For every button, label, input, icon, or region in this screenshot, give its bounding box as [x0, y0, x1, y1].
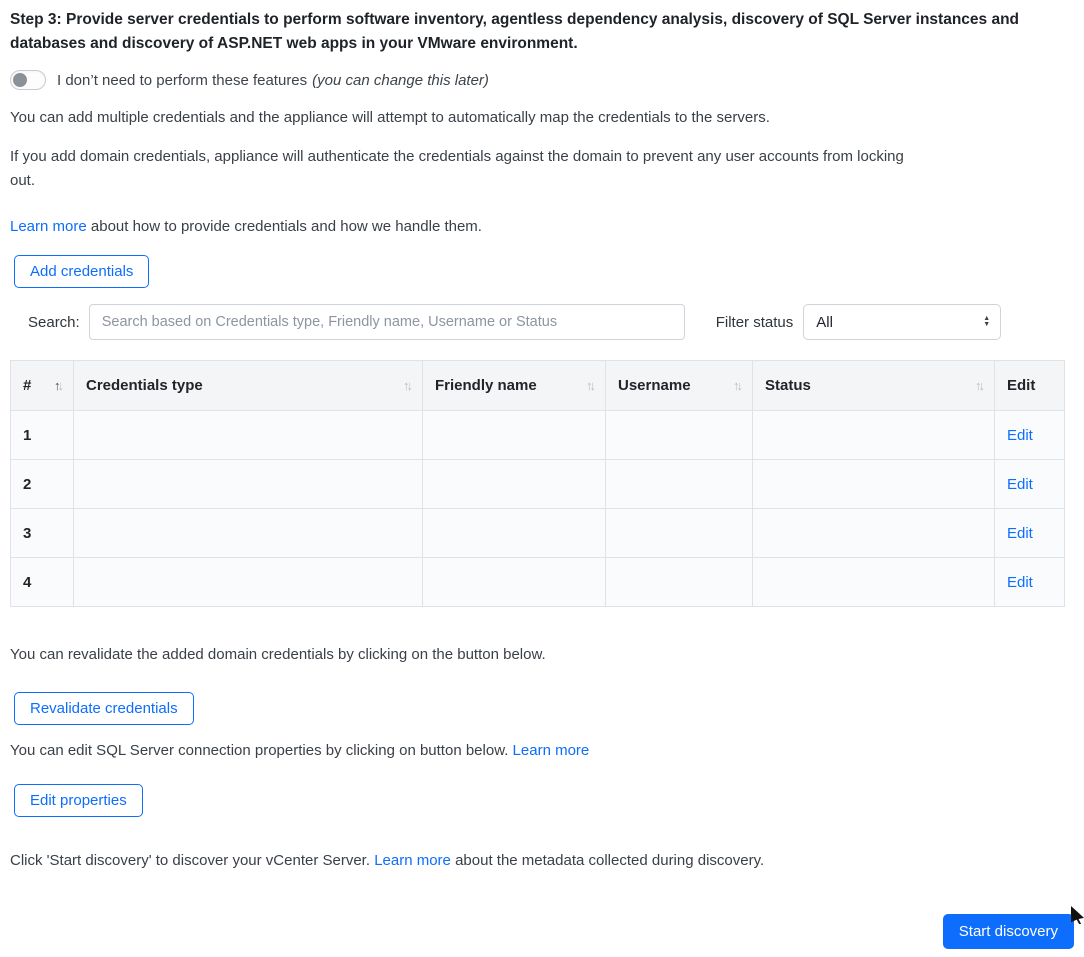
start-discovery-button[interactable]: Start discovery: [943, 914, 1074, 949]
skip-features-toggle[interactable]: [10, 70, 46, 90]
sort-icon: ↑↓: [403, 378, 410, 394]
filter-status-select-wrap: [803, 304, 1001, 340]
credentials-type-cell: [74, 460, 423, 509]
search-input[interactable]: [89, 304, 685, 340]
edit-cell: [995, 411, 1065, 460]
status-cell: [753, 509, 995, 558]
username-cell: [606, 558, 753, 607]
sort-icon: ↑↓: [586, 378, 593, 394]
row-index-cell: 2: [11, 460, 74, 509]
edit-properties-button[interactable]: Edit properties: [14, 784, 143, 817]
credentials-type-cell: [74, 411, 423, 460]
username-cell: [606, 460, 753, 509]
features-toggle-row: [10, 70, 1074, 90]
row-index-cell: 4: [11, 558, 74, 607]
sql-learn-more-link[interactable]: Learn more: [512, 742, 590, 760]
search-label: Search:: [28, 313, 80, 331]
footer-actions: [10, 914, 1074, 949]
status-cell: [753, 460, 995, 509]
column-header-credentials-type[interactable]: Credentials type ↑↓: [74, 361, 423, 411]
row-index-cell: 1: [11, 411, 74, 460]
username-cell: [606, 411, 753, 460]
table-header-row: [11, 361, 1065, 411]
username-cell: [606, 509, 753, 558]
status-cell: [753, 411, 995, 460]
search-filter-row: [10, 304, 1074, 340]
column-header-edit: Edit: [995, 361, 1065, 411]
table-row: [11, 460, 1065, 509]
add-credentials-button[interactable]: Add credentials: [14, 255, 149, 288]
edit-link[interactable]: Edit: [1007, 475, 1033, 493]
credentials-learn-more-link[interactable]: Learn more: [10, 218, 87, 236]
discovery-text-before: Click 'Start discovery' to discover your vCenter Server.: [10, 852, 371, 870]
credentials-table: [10, 360, 1065, 607]
edit-cell: [995, 509, 1065, 558]
credentials-type-cell: [74, 509, 423, 558]
friendly-name-cell: [423, 411, 606, 460]
discovery-instruction-line: [10, 849, 1074, 873]
credentials-learn-more-line: [10, 215, 1074, 239]
multiple-credentials-text: You can add multiple credentials and the appliance will attempt to automatically map the credentials to the servers.: [10, 109, 770, 127]
status-cell: [753, 558, 995, 607]
friendly-name-cell: [423, 460, 606, 509]
column-header-index[interactable]: # ↑↓: [11, 361, 74, 411]
select-caret-icon: ▲ ▼: [983, 315, 991, 329]
filter-status-label: Filter status: [715, 313, 794, 331]
table-row: [11, 509, 1065, 558]
edit-link[interactable]: Edit: [1007, 573, 1033, 591]
edit-link[interactable]: Edit: [1007, 524, 1033, 542]
credentials-type-cell: [74, 558, 423, 607]
column-header-status[interactable]: Status ↑↓: [753, 361, 995, 411]
toggle-label: I don’t need to perform these features: [57, 71, 308, 89]
sort-icon: ↑↓: [733, 378, 740, 394]
sort-icon: ↑↓: [54, 378, 61, 394]
revalidate-credentials-button[interactable]: Revalidate credentials: [14, 692, 194, 725]
table-row: [11, 558, 1065, 607]
edit-cell: [995, 460, 1065, 509]
toggle-note: (you can change this later): [312, 71, 489, 89]
edit-cell: [995, 558, 1065, 607]
friendly-name-cell: [423, 558, 606, 607]
edit-link[interactable]: Edit: [1007, 426, 1033, 444]
discovery-text-after: about the metadata collected during discovery.: [455, 852, 765, 870]
friendly-name-cell: [423, 509, 606, 558]
page-title: Step 3: Provide server credentials to perform software inventory, agentless dependency analysis, discovery of SQL Server instances and databases and discovery of ASP.NET web apps in your VMware environment.: [10, 11, 1020, 53]
domain-credentials-text: If you add domain credentials, appliance will authenticate the credentials against the domain to prevent any user accounts from locking out.: [10, 148, 904, 190]
discovery-learn-more-link[interactable]: Learn more: [374, 852, 451, 870]
column-header-username[interactable]: Username ↑↓: [606, 361, 753, 411]
credentials-learn-more-rest: about how to provide credentials and how we handle them.: [90, 218, 482, 236]
table-row: [11, 411, 1065, 460]
revalidate-text: You can revalidate the added domain credentials by clicking on the button below.: [10, 646, 546, 664]
filter-status-group: [716, 304, 1002, 340]
filter-status-select[interactable]: [803, 304, 1001, 340]
toggle-knob-icon: [13, 73, 27, 87]
sql-properties-line: [10, 739, 1074, 763]
sql-properties-text: You can edit SQL Server connection properties by clicking on button below.: [10, 742, 509, 760]
sort-icon: ↑↓: [975, 378, 982, 394]
row-index-cell: 3: [11, 509, 74, 558]
column-header-friendly-name[interactable]: Friendly name ↑↓: [423, 361, 606, 411]
